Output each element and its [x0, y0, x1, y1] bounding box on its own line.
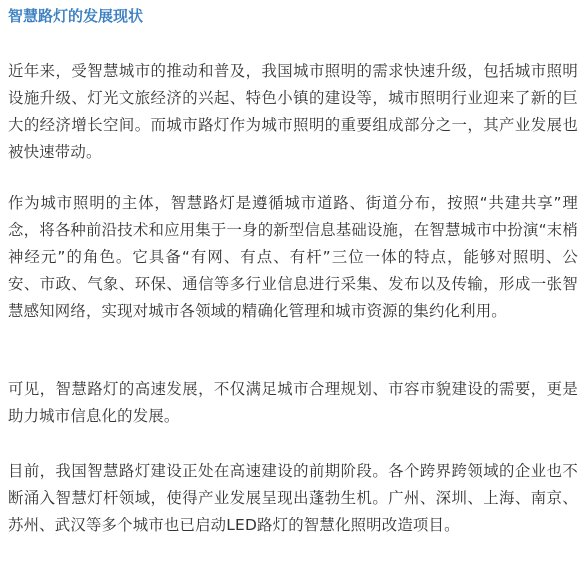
paragraph-2: 作为城市照明的主体，智慧路灯是遵循城市道路、街道分布，按照“共建共享”理念，将各种前沿技术和应用集于一身的新型信息基础设施，在智慧城市中扮演“末梢神经元”的角色。它具备“有网、有点、有杆”三位一体的特点，能够对照明、公安、市政、气象、环保、通信等多行业信息进行采集、发布以及传输，形成一张智慧感知网络，实现对城市各领域的精确化管理和城市资源的集约化利用。	[8, 194, 578, 320]
paragraph-3: 可见，智慧路灯的高速发展，不仅满足城市合理规划、市容市貌建设的需要，更是助力城市信息化的发展。	[8, 380, 578, 425]
paragraph-4: 目前，我国智慧路灯建设正处在高速建设的前期阶段。各个跨界跨领域的企业也不断涌入智慧灯杆领域，使得产业发展呈现出蓬勃生机。广州、深圳、上海、南京、苏州、武汉等多个城市也已启动LED路灯的智慧化照明改造项目。	[8, 462, 578, 534]
paragraph-1: 近年来，受智慧城市的推动和普及，我国城市照明的需求快速升级，包括城市照明设施升级、灯光文旅经济的兴起、特色小镇的建设等，城市照明行业迎来了新的巨大的经济增长空间。而城市路灯作为城市照明的重要组成部分之一，其产业发展也被快速带动。	[8, 62, 578, 161]
article-title: 智慧路灯的发展现状	[8, 7, 144, 25]
